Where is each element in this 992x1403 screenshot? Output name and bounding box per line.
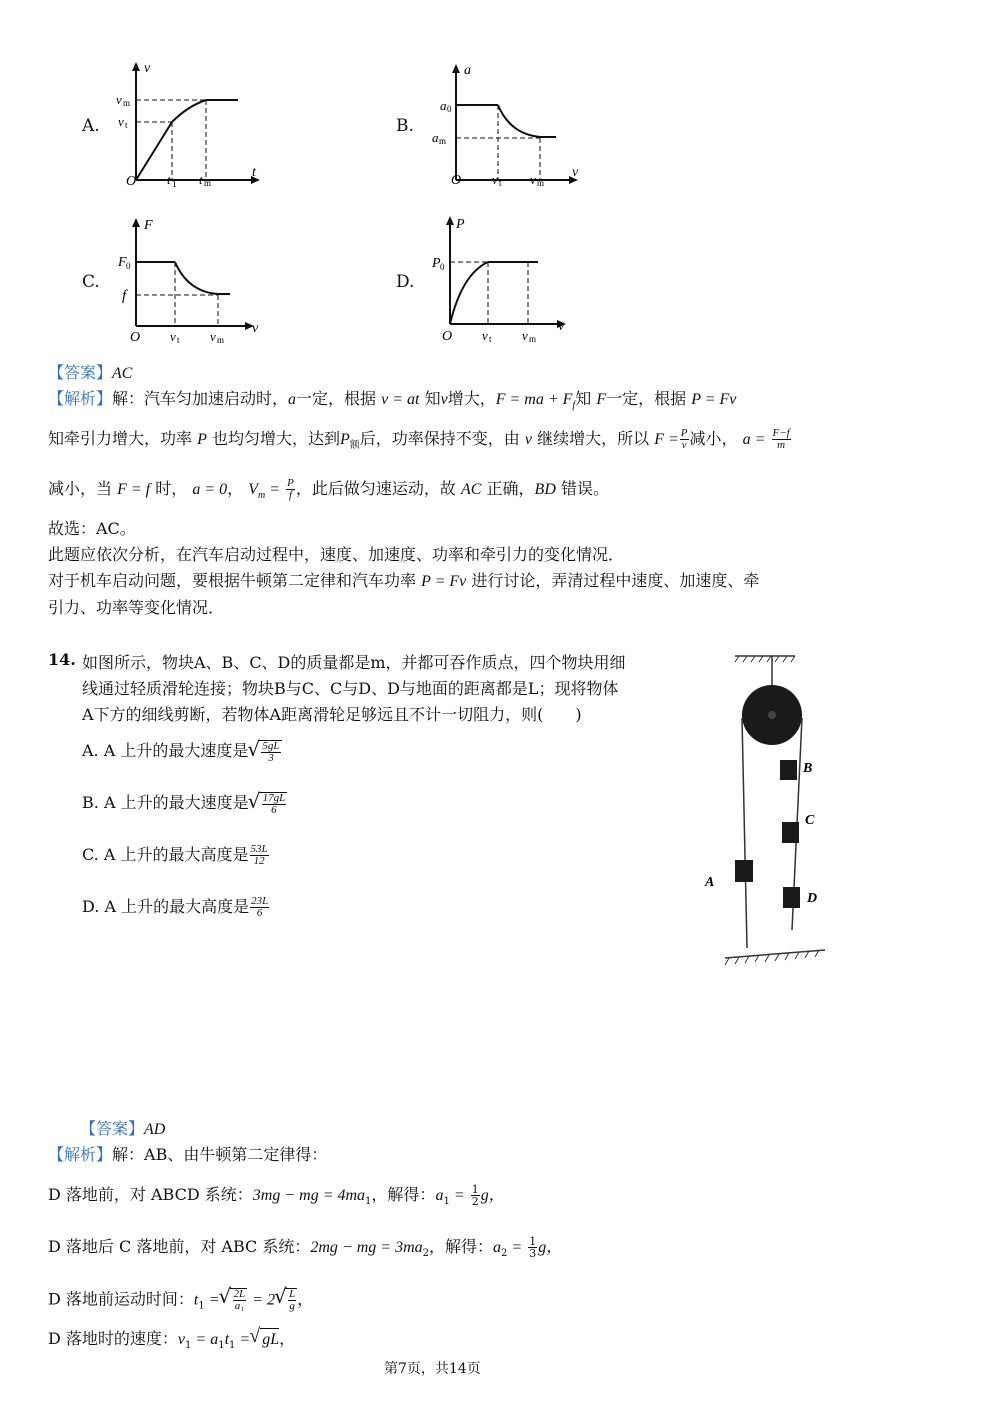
graph-a-tick-vm: v bbox=[116, 92, 122, 107]
text: 对于机车启动问题，要根据牛顿第二定律和汽车功率 bbox=[48, 571, 417, 590]
graph-b-axis-y: a bbox=[464, 63, 471, 78]
sqrt bbox=[258, 740, 281, 764]
q13-note-3: 引力、功率等变化情况． bbox=[48, 598, 225, 617]
q13-answer bbox=[48, 362, 132, 385]
text: 减小，当 bbox=[48, 479, 113, 498]
graph-d-label: D. bbox=[396, 272, 415, 292]
q14-analysis-line-4 bbox=[48, 1288, 313, 1318]
graph-a-origin: O bbox=[126, 174, 137, 189]
q13-analysis-line-2 bbox=[48, 428, 792, 457]
fraction bbox=[471, 1184, 480, 1207]
math-sub: 1 bbox=[198, 1300, 205, 1312]
graph-b-tick-vm-sub: m bbox=[537, 178, 545, 188]
math: P = Fv bbox=[421, 573, 467, 590]
fraction bbox=[528, 1236, 537, 1259]
text: ， bbox=[227, 479, 244, 498]
q14-analysis-line-2 bbox=[48, 1184, 505, 1213]
graph-a-axis-y: v bbox=[144, 61, 151, 76]
text: 正确， bbox=[486, 479, 535, 498]
sqrt: √ gL bbox=[260, 1328, 279, 1351]
graph-b-tick-a0-sub: 0 bbox=[447, 104, 452, 114]
q14-analysis-tag: 【解析】 bbox=[48, 1145, 113, 1164]
denominator: 12 bbox=[253, 855, 265, 867]
math: 2mg − mg = 3ma bbox=[310, 1239, 423, 1256]
math-sub: f bbox=[572, 400, 576, 412]
q14-option-a[interactable] bbox=[82, 738, 282, 764]
denominator: v bbox=[681, 439, 687, 451]
graph-c-tick-f: f bbox=[122, 288, 127, 304]
text: 增大， bbox=[447, 389, 496, 408]
denominator: 6 bbox=[256, 907, 263, 919]
graph-d-origin: O bbox=[442, 329, 453, 344]
math-sub: 1 bbox=[365, 1196, 372, 1208]
numerator: √ 2L bbox=[233, 1288, 246, 1300]
graph-b-tick-am-sub: m bbox=[439, 136, 447, 146]
graph-b-label: B. bbox=[396, 116, 414, 136]
math: 3mg − mg = 4ma bbox=[252, 1187, 366, 1204]
graph-a-tick-tm-sub: m bbox=[204, 178, 212, 188]
graph-a-tick-vt-sub: t bbox=[125, 120, 128, 130]
page-footer: 第7页，共14页 bbox=[384, 1361, 481, 1377]
q14-number: 14. bbox=[48, 650, 76, 669]
text: 时， bbox=[155, 479, 188, 498]
numerator: √ 17gL bbox=[262, 791, 286, 804]
math: v bbox=[440, 391, 448, 408]
text: ，此后做匀速运动，故 bbox=[295, 479, 456, 498]
graph-a-label: A. bbox=[82, 116, 100, 136]
graph-c-origin: O bbox=[130, 330, 141, 345]
sqrt bbox=[285, 1288, 297, 1312]
denominator: a₁ bbox=[234, 1300, 245, 1312]
text: 进行讨论，弄清过程中速度、加速度、牵 bbox=[471, 571, 760, 590]
text: D 落地后 C 落地前，对 ABC 系统： bbox=[48, 1237, 311, 1256]
q13-answer-tag: 【答案】 bbox=[48, 363, 113, 382]
math: = a bbox=[191, 1331, 219, 1348]
text: 错误。 bbox=[560, 479, 609, 498]
graph-b-tick-vt-sub: t bbox=[499, 178, 502, 188]
fraction bbox=[286, 478, 295, 501]
q13-analysis-line-3 bbox=[48, 478, 609, 507]
math: F = ma + F bbox=[495, 391, 573, 408]
q14-pulley-figure bbox=[695, 640, 840, 970]
graph-d-tick-vm-sub: m bbox=[529, 334, 537, 344]
numerator: P bbox=[680, 427, 688, 439]
option-text: A 上升的最大高度是 bbox=[104, 897, 250, 916]
math: g， bbox=[480, 1187, 505, 1204]
option-label: D. bbox=[82, 897, 100, 916]
denominator: m bbox=[777, 439, 786, 451]
text: D 落地前，对 ABCD 系统： bbox=[48, 1185, 253, 1204]
fraction bbox=[772, 428, 791, 451]
math-sub: 1 bbox=[185, 1340, 192, 1352]
block-a-label: A bbox=[705, 875, 715, 890]
numerator: P bbox=[287, 477, 294, 489]
graph-b-tick-vm: v bbox=[530, 172, 536, 187]
text: 后，功率保持不变，由 bbox=[359, 429, 520, 448]
fraction bbox=[250, 896, 269, 919]
graph-d-tick-p0: P bbox=[432, 256, 441, 271]
q14-stem-1: 如图所示，物块A、B、C、D的质量都是m，并都可吞作质点，四个物块用细 bbox=[82, 653, 626, 672]
math: t bbox=[193, 1291, 199, 1309]
graph-c-axis-x: v bbox=[252, 321, 259, 336]
math: P = Fv bbox=[691, 391, 737, 408]
option-text: A 上升的最大速度是 bbox=[103, 793, 249, 812]
math: AC bbox=[460, 481, 482, 498]
option-label: C. bbox=[82, 845, 99, 864]
math-sub: 额 bbox=[349, 440, 360, 452]
q13-answer-value: AC bbox=[112, 365, 133, 382]
numerator: √ 5gL bbox=[262, 739, 280, 752]
graph-a-tick-t1-sub: 1 bbox=[172, 179, 177, 189]
numerator: √ L bbox=[289, 1288, 296, 1300]
graph-d-axis-y: P bbox=[456, 217, 465, 232]
q14-option-d[interactable] bbox=[82, 894, 270, 919]
fraction bbox=[250, 844, 269, 867]
text: ，解得： bbox=[429, 1237, 494, 1256]
denominator: 3 bbox=[529, 1247, 537, 1260]
graph-a-tick-vt: v bbox=[118, 114, 124, 129]
q13-analysis-tag: 【解析】 bbox=[48, 389, 113, 408]
sqrt bbox=[259, 792, 288, 816]
graph-d bbox=[426, 212, 576, 350]
graph-b-origin: O bbox=[451, 173, 462, 188]
text: ，解得： bbox=[371, 1185, 436, 1204]
q13-note-2 bbox=[48, 570, 759, 593]
fraction bbox=[680, 428, 689, 451]
math: v bbox=[177, 1331, 186, 1348]
math: = 2 bbox=[252, 1291, 276, 1309]
graph-d-axis-x: v bbox=[558, 319, 565, 334]
q14-stem-3: A下方的细线剪断，若物体A距离滑轮足够远且不计一切阻力，则( ) bbox=[82, 705, 582, 724]
math: t bbox=[224, 1331, 230, 1348]
math: BD bbox=[534, 481, 556, 498]
math-sub: 1 bbox=[443, 1196, 450, 1208]
math: = bbox=[204, 1291, 220, 1309]
denominator: g bbox=[289, 1300, 295, 1312]
q14-answer-tag: 【答案】 bbox=[80, 1119, 145, 1138]
graph-b-tick-vt: v bbox=[492, 172, 498, 187]
text: D 落地前运动时间： bbox=[48, 1289, 194, 1309]
numerator: 1 bbox=[529, 1235, 537, 1248]
graph-b bbox=[426, 58, 586, 198]
math: v = at bbox=[381, 391, 420, 408]
text: 解：汽车匀加速启动时， bbox=[112, 389, 289, 408]
math: F = bbox=[654, 431, 679, 448]
block-b-label: B bbox=[803, 761, 813, 776]
q13-choice: 故选：AC。 bbox=[48, 519, 136, 538]
graph-a-tick-tm: t bbox=[199, 172, 203, 187]
block-c-label: C bbox=[805, 813, 815, 828]
option-label: A. bbox=[82, 741, 99, 760]
text: 一定，根据 bbox=[606, 389, 687, 408]
text: 解：AB、由牛顿第二定律得： bbox=[112, 1145, 328, 1164]
text: 一定，根据 bbox=[296, 389, 377, 408]
text: 也均匀增大，达到 bbox=[211, 429, 340, 448]
denominator: 2 bbox=[471, 1195, 479, 1208]
q14-answer-value: AD bbox=[144, 1121, 166, 1138]
text: D 落地时的速度： bbox=[48, 1329, 178, 1348]
text: 减小， bbox=[689, 429, 738, 448]
math: = bbox=[449, 1187, 465, 1204]
graph-c-label: C. bbox=[82, 272, 100, 292]
graph-b-axis-x: v bbox=[572, 165, 579, 180]
graph-d-tick-p0-sub: 0 bbox=[440, 262, 445, 272]
text: 知 bbox=[575, 389, 592, 408]
math: = bbox=[507, 1239, 523, 1256]
numerator: 53L bbox=[250, 843, 268, 855]
denominator: 6 bbox=[271, 803, 277, 816]
q14-analysis-line-1 bbox=[48, 1144, 327, 1166]
graph-d-tick-vt: v bbox=[482, 328, 488, 343]
text: ， bbox=[297, 1289, 314, 1309]
denominator: f bbox=[288, 489, 293, 501]
math: F = f bbox=[117, 481, 151, 498]
graph-c-tick-f0-sub: 0 bbox=[126, 261, 131, 271]
option-text: A 上升的最大高度是 bbox=[103, 845, 249, 864]
text: 知牵引力增大，功率 bbox=[48, 429, 193, 448]
math: g， bbox=[538, 1239, 563, 1256]
q13-note-1: 此题应依次分析，在汽车启动过程中，速度、加速度、功率和牵引力的变化情况． bbox=[48, 545, 625, 564]
q14-option-b[interactable] bbox=[82, 790, 287, 816]
graph-a-axis-x: t bbox=[252, 165, 256, 180]
math: a = bbox=[742, 431, 766, 448]
math: P bbox=[340, 431, 350, 448]
math-sub: 2 bbox=[422, 1248, 429, 1260]
q14-option-c[interactable] bbox=[82, 842, 270, 867]
block-d-label: D bbox=[807, 891, 818, 906]
math-sub: 1 bbox=[218, 1340, 225, 1352]
graph-a-tick-t1: t bbox=[167, 172, 171, 187]
graph-c bbox=[108, 214, 268, 350]
graph-c-tick-vm-sub: m bbox=[217, 335, 225, 345]
text: 继续增大，所以 bbox=[537, 429, 650, 448]
graph-c-tick-vt-sub: t bbox=[177, 335, 180, 345]
math: = bbox=[265, 481, 281, 498]
q14-stem-2: 线通过轻质滑轮连接；物块B与C、C与D、D与地面的距离都是L；现将物体 bbox=[82, 679, 619, 698]
option-label: B. bbox=[82, 793, 99, 812]
math-sub: 2 bbox=[501, 1248, 508, 1260]
math: a = 0 bbox=[192, 481, 228, 498]
graph-a bbox=[108, 58, 268, 198]
denominator: 3 bbox=[268, 751, 274, 764]
graph-c-tick-vt: v bbox=[170, 329, 176, 344]
math: F bbox=[596, 391, 607, 408]
math: a bbox=[493, 1239, 502, 1256]
graph-d-tick-vm: v bbox=[522, 328, 528, 343]
graph-c-tick-f0: F bbox=[118, 255, 127, 270]
math: a bbox=[435, 1187, 444, 1204]
graph-c-axis-y: F bbox=[144, 218, 153, 233]
math: v bbox=[524, 431, 532, 448]
math: P bbox=[197, 431, 207, 448]
math: a bbox=[288, 391, 297, 408]
q14-analysis-line-3 bbox=[48, 1236, 562, 1265]
math-sub: 1 bbox=[229, 1340, 236, 1352]
numerator: 1 bbox=[471, 1183, 479, 1196]
text: 知 bbox=[424, 389, 441, 408]
graph-d-tick-vt-sub: t bbox=[489, 334, 492, 344]
math-sub: m bbox=[258, 490, 266, 502]
graph-b-tick-a0: a bbox=[440, 98, 447, 113]
graph-a-tick-vm-sub: m bbox=[123, 98, 131, 108]
numerator: 23L bbox=[251, 895, 269, 907]
graph-c-tick-vm: v bbox=[210, 329, 216, 344]
numerator: F−f bbox=[772, 427, 790, 439]
graph-b-tick-am: a bbox=[432, 130, 439, 145]
text: ， bbox=[279, 1329, 296, 1348]
math: = bbox=[235, 1331, 251, 1348]
q13-analysis-line-1 bbox=[48, 388, 736, 417]
math: V bbox=[248, 481, 259, 498]
q14-answer bbox=[80, 1118, 165, 1141]
option-text: A 上升的最大速度是 bbox=[103, 741, 249, 760]
q14-analysis-line-5 bbox=[48, 1328, 295, 1357]
sqrt bbox=[230, 1288, 248, 1312]
